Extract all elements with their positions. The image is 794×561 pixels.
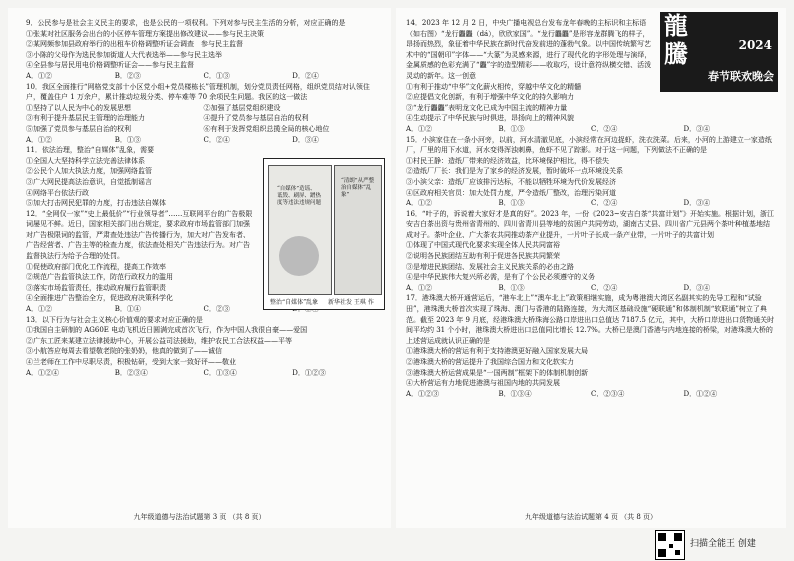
option: ②港珠澳大桥的营运提升了我国综合国力和文化软实力 xyxy=(406,358,574,366)
answer-choices xyxy=(406,198,776,209)
question-10 xyxy=(26,82,381,146)
logo-subtitle: 春节联欢晚会 xyxy=(708,70,774,83)
cartoon-figure xyxy=(263,158,385,310)
choice-c: C．①③④ xyxy=(203,368,237,377)
question-15 xyxy=(406,135,776,209)
answer-choices xyxy=(406,283,776,294)
option: ⑤加强了党员参与基层自治的权利 xyxy=(26,124,131,133)
choice-d: D．③④ xyxy=(683,199,711,208)
choice-b: B．①③ xyxy=(114,135,141,144)
choice-d: D．②④ xyxy=(292,71,319,80)
choice-a: A．①② xyxy=(26,135,53,144)
question-stem: 17．港珠澳大桥开通营运后，“港车北上”“澳车北上”政策相继实施，成为粤港澳大湾区名副其实的先导工程和“试验田”，港珠澳大桥首次实现了珠海、澳门与香港的陆路连接，为大湾区基础设施“硬联通”和体制机制“软联通”树立了典范。截至 2023 年 9 月底，经港珠澳大桥珠海公路口岸进出口总值达 7187.5 亿元，其中，大桥口岸进出口货物通关时间平均约 31 个小时，港珠澳大桥进出口总值同比增长 12.7%。大桥已是澳门香港与内地连接的桥梁，对港珠澳大桥的上述营运成就认识正确的是 xyxy=(406,294,775,345)
option: ①有利于推动“中华”文化薪火相传，穿越中华文化的精髓 xyxy=(406,82,582,91)
answer-choices xyxy=(26,71,381,82)
option: ③有利于提升基层民主管理的治理能力 xyxy=(26,114,145,123)
option: ③小陈的父母作为选民参加街道人大代表选举——参与民主选举 xyxy=(26,50,222,59)
question-11 xyxy=(26,145,256,209)
answer-choices xyxy=(406,124,776,135)
option: ④是中华民族伟大复兴所必需，是有了个公民必须遵守的义务 xyxy=(406,273,595,282)
question-16 xyxy=(406,209,776,294)
answer-choices xyxy=(406,389,776,400)
choice-c: C．①③ xyxy=(203,71,230,80)
option: ①体现了中国式现代化要求实现全体人民共同富裕 xyxy=(406,241,560,250)
option: ②公民个人加大执法力度，加强网络监管 xyxy=(26,167,152,176)
option: ③是增进民族团结、发展社会主义民族关系的必由之路 xyxy=(406,262,574,271)
choice-a: A．①②③ xyxy=(406,389,440,398)
option: ③“龙行龘龘”表明龙文化已成为中国主流的精神力量 xyxy=(406,103,568,112)
choice-b: B．①③ xyxy=(498,283,525,292)
question-stem: 9．公民参与是社会主义民主的要求，也是公民的一项权利。下列对参与民主生活的分析，对应正确的是 xyxy=(26,19,346,27)
choice-c: C．②④ xyxy=(591,199,618,208)
choice-a: A．①②④ xyxy=(26,368,60,377)
page-3 xyxy=(8,8,391,528)
choice-a: A．①② xyxy=(406,124,433,133)
cartoon-credit: 新华社发 王琪 作 xyxy=(328,299,374,306)
option: ④全县参与居民用电价格调整听证会——参与民主监督 xyxy=(26,61,194,70)
choice-b: B．①③④ xyxy=(498,389,532,398)
page-footer: 九年级道德与法治试题第 4 页 （共 8 页） xyxy=(524,513,658,521)
option: ⑤加大打击网民犯罪的力度，打击违法自媒体 xyxy=(26,199,166,208)
qr-code-icon xyxy=(655,530,685,560)
option: ②某网频参加县政府举行的出租车价格调整听证会调查 参与民主监督 xyxy=(26,40,243,49)
option: ②规范广告监管执法工作，防范行政权力的滥用 xyxy=(26,273,173,282)
option: ②说明各民族团结互助有利于促进各民族共同繁荣 xyxy=(406,252,560,261)
choice-d: D．①②④ xyxy=(683,389,718,398)
choice-c: C．②③ xyxy=(203,305,230,314)
option: ③广大网民提高法治意识，自觉抵制谣言 xyxy=(26,177,152,186)
cartoon-caption: 整治“自媒体”乱象 xyxy=(270,299,319,306)
logo-year: 2024 xyxy=(738,38,772,52)
option: ④区政府相关官员：加大处罚力度，严令造纸厂整改，治理污染河道 xyxy=(406,188,616,197)
cartoon-phone-screen-illustration xyxy=(334,165,382,295)
choice-d: D．③④ xyxy=(683,124,711,133)
spring-festival-gala-logo xyxy=(660,12,778,92)
cartoon-right-text: “清朗”从严整治自媒体“乱象” xyxy=(341,178,375,198)
option: ①坚持了以人民为中心的发展思想 xyxy=(26,103,131,112)
choice-a: A．①② xyxy=(406,283,433,292)
option: ③小滨父亲：造纸厂应该排污达标，不能以牺牲环境为代价发展经济 xyxy=(406,177,616,186)
cartoon-figure-icon xyxy=(279,236,319,276)
logo-char-2: 騰 xyxy=(664,39,688,68)
choice-d: D．③④ xyxy=(292,135,319,144)
option: ④提升了党员参与基层自治的权利 xyxy=(203,114,309,123)
choice-b: B．①③ xyxy=(498,199,525,208)
option: ④全面推进广告整治全方，促进政府决策科学化 xyxy=(26,294,173,303)
choice-a: A．①② xyxy=(406,199,433,208)
option: ①促使政府部门优化工作流程，提高工作效率 xyxy=(26,262,166,271)
option: ②造纸厂厂长：我们是为了家乡的经济发展，暂时破坏一点环境没关系 xyxy=(406,167,623,176)
option: ③港珠澳大桥运营成果是“一国两制”框架下的体制机制创新 xyxy=(406,368,589,377)
choice-b: B．②③ xyxy=(114,71,141,80)
question-stem: 14．2023 年 12 月 2 日，中央广播电视总台发布龙年春晚的主标识和主标语（如右图）“龙行龘龘（dá），欣欣家国”。“龙行龘龘”是形容龙群腾飞的样子，昂扬而热烈，象征着中华民族在新时代奋发前进的蓬勃气象。以中国传统繁写艺术中的“国朝印”字体——“大篆”为灵感来源，进行了现代化的字形处理与演绎，金属质感的色彩充满了“龘”字的造型精彩——收取巧，设计意符纵横交错、活泼灵动的新年。这一创意 xyxy=(406,19,652,80)
option: ④大桥营运有力地促进港澳与祖国内地的共同发展 xyxy=(406,379,560,388)
question-stem: 16．“叶子的，诉说着大家好才是真的好”。2023 年，一份《2023~安吉白茶“共富计划”》开始实施。根据计划，浙江安吉白茶出资与贵州省青州的、四川省青川县等地的贫困户共同劳动，湖南古丈县、四川省广元县两个茶叶种植基地结成对子。茶叶企业、广大茶农共同推动茶产业提升，一片叶子长成一条产业带，一片叶子的共富计划 xyxy=(406,209,774,239)
option: ④生动提示了中华民族与时俱进，昂扬向上的精神风貌 xyxy=(406,114,574,123)
question-stem: 11．依法治理，整治“自媒体”乱象，需要 xyxy=(26,146,155,155)
question-stem: 12．“全网仅一家”“史上最低价”“行业领导者”……互联网平台的广告极限词屡见不鲜。近日，国家相关部门出台规定，要求政府市场监管部门加强对广告极限词的监管，严肃查处违法广告传播行为，加大对广告发布者、广告经营者、广告主等的检查力度，依法查处相关广告违法行为。对广告监督执法行为给予合理的处罚。 xyxy=(26,209,253,261)
question-17 xyxy=(406,293,776,399)
option: ①全国人大坚持科学立法完善法律体系 xyxy=(26,156,145,165)
question-stem: 10．我区全面推行“网格党支部十小区党小组+党员楼栋长”管理机制，划分党员责任网格，组织党员结对认领住户，覆盖住户 1 万余户，累计推动垃圾分类、停车难等 70 余项民生问题。我区的这一做法 xyxy=(26,82,370,102)
scanner-watermark: 扫描全能王 创建 xyxy=(690,539,756,549)
option: ①张某对社区服务会出台的小区停车管理方案提出修改建议——参与民主决策 xyxy=(26,29,264,38)
option: ④兰老师在工作中尽职尽责，积极钻研，受到大家一致好评——敬业 xyxy=(26,358,236,366)
answer-choices xyxy=(26,135,381,146)
cartoon-smartphone-illustration xyxy=(268,165,332,295)
choice-c: C．②③④ xyxy=(591,389,625,398)
choice-b: B．②③④ xyxy=(114,368,148,377)
option: ④网络平台依法行政 xyxy=(26,188,89,197)
choice-a: A．①② xyxy=(26,71,53,80)
option: ②应提倡文化创新，有利于增强中华文化的持久影响力 xyxy=(406,93,574,102)
choice-b: B．①③ xyxy=(498,124,525,133)
question-stem: 13．以下行为与社会主义核心价值观的要求对应正确的是 xyxy=(26,315,203,324)
choice-c: C．②④ xyxy=(591,124,618,133)
cartoon-left-text: “自媒体”造谣、诋毁、刷屏、蹭热度等违法违规问题 xyxy=(277,186,322,206)
page-footer: 九年级道德与法治试题第 3 页 （共 8 页） xyxy=(133,513,266,521)
choice-d: D．③④ xyxy=(683,283,711,292)
page-4 xyxy=(396,8,786,528)
question-9 xyxy=(26,18,381,82)
choice-d: D．①②③ xyxy=(292,368,326,377)
option: ①我国自主研制的 AG60E 电动飞机近日圆满完成首次飞行，作为中国人我很自豪——爱国 xyxy=(26,326,308,335)
answer-choices xyxy=(26,368,381,379)
question-13 xyxy=(26,315,381,379)
choice-a: A．①② xyxy=(26,305,53,314)
option: ⑥有利于发挥党组织总揽全局的核心地位 xyxy=(203,124,330,133)
choice-b: B．①④ xyxy=(114,305,141,314)
option: ①港珠澳大桥的营运有利于支持港澳更好融入国家发展大局 xyxy=(406,347,588,356)
option: ③落实市场监管责任，推动政府履行监管职责 xyxy=(26,283,166,292)
option: ③小航答应每周去看望敬老院的张奶奶，他真的做到了——诚信 xyxy=(26,347,222,356)
option: ①村民王静：造纸厂带来的经济效益，比环境保护相比，得不偿失 xyxy=(406,156,609,165)
choice-c: C．②④ xyxy=(591,283,618,292)
logo-char-1: 龍 xyxy=(664,12,688,40)
option: ②广东工匠来某建立法律援助中心，开展公益司法援助，维护农民工合法权益——平等 xyxy=(26,336,292,345)
option: ②加强了基层党组织建设 xyxy=(203,103,281,112)
choice-c: C．②④ xyxy=(203,135,230,144)
question-stem: 15．小滨家住在一条小河旁，以前，河水清澈见底，小滨经常在河边捉虾，洗衣洗菜。后来，小河的上游建立一家造纸厂，厂里的用下水道，河水变得浑浊刺鼻，鱼虾不见了踪影。对于这一问题，下列做法不正确的是 xyxy=(406,135,772,155)
